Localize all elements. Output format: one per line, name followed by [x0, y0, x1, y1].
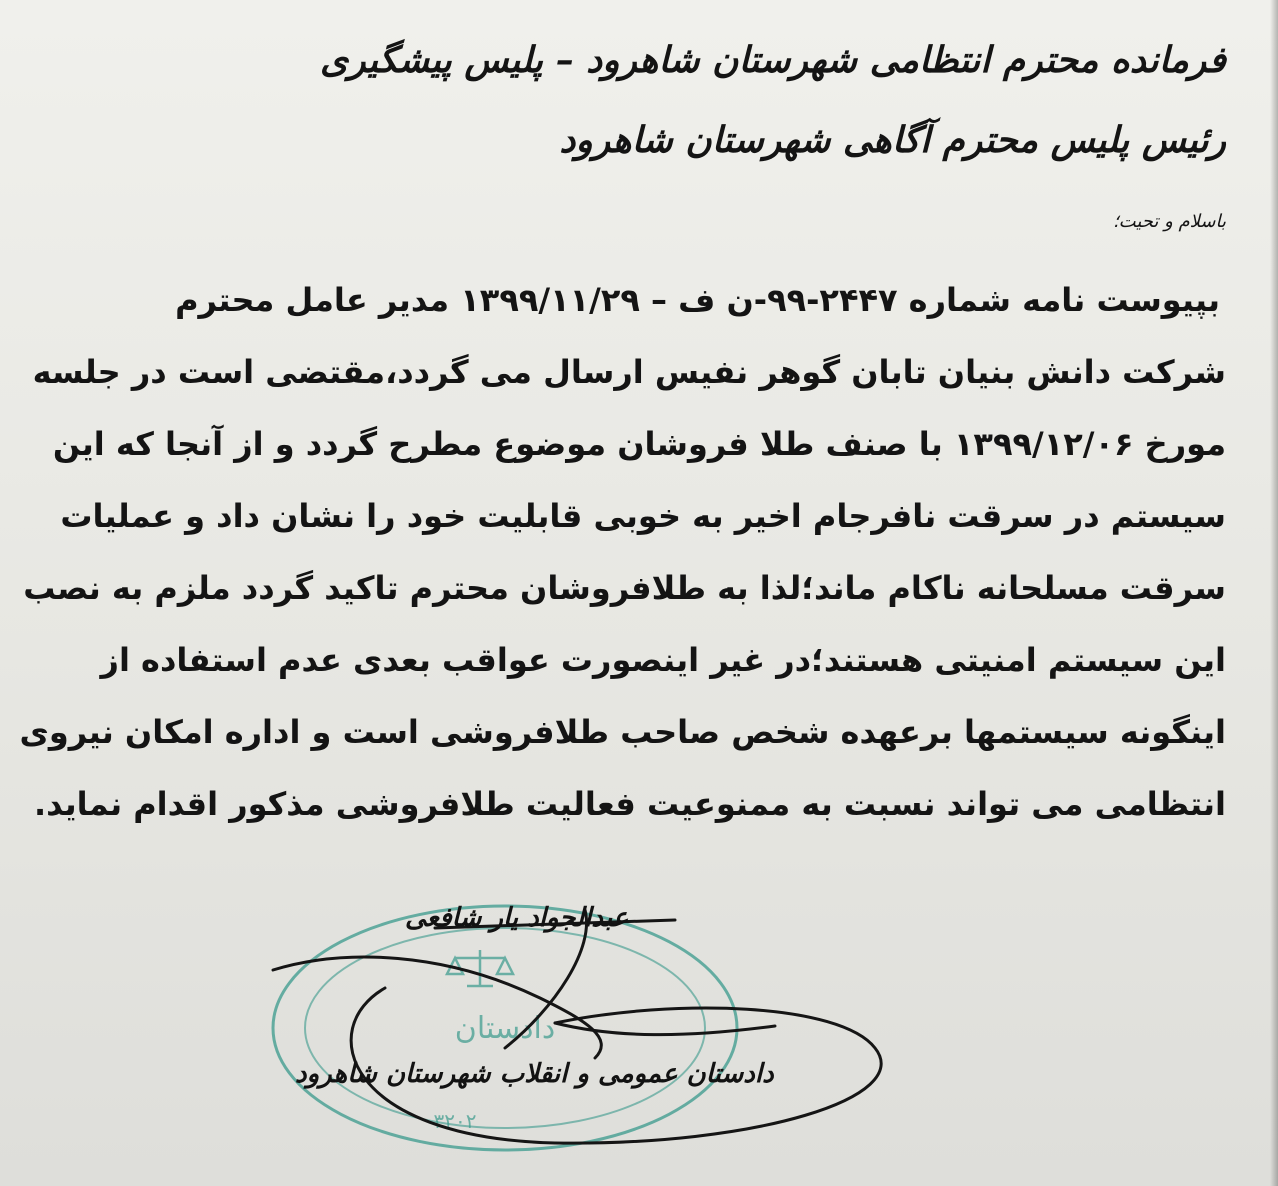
body-line: این سیستم امنیتی هستند؛در غیر اینصورت عواقب بعدی عدم استفاده از [100, 641, 1226, 679]
greeting: باسلام و تحیت؛ [1112, 211, 1226, 232]
addressee-line-2: رئیس پلیس محترم آگاهی شهرستان شاهرود [559, 119, 1226, 161]
handwritten-signature [273, 910, 881, 1143]
signature-block [255, 888, 955, 1178]
body-line: مورخ ۱۳۹۹/۱۲/۰۶ با صنف طلا فروشان موضوع مطرح گردد و از آنجا که این [52, 425, 1226, 463]
body-line: سرقت مسلحانه ناکام ماند؛لذا به طلافروشان محترم تاکید گردد ملزم به نصب [23, 569, 1226, 607]
page-edge-shadow [1270, 0, 1278, 1186]
stamp-center-text: دادستان [454, 1011, 556, 1046]
signer-title: دادستان عمومی و انقلاب شهرستان شاهرود [295, 1059, 774, 1089]
body-line: سیستم در سرقت نافرجام اخیر به خوبی قابلیت خود را نشان داد و عملیات [60, 497, 1226, 535]
body-line: بپیوست نامه شماره ۲۴۴۷-۹۹-ن ف – ۱۳۹۹/۱۱/۲۹ مدیر عامل محترم [175, 281, 1220, 319]
signer-name: عبدالجواد یار شافعی [405, 903, 629, 933]
body-line: شرکت دانش بنیان تابان گوهر نفیس ارسال می گردد،مقتضی است در جلسه [32, 353, 1226, 391]
addressee-line-1: فرمانده محترم انتظامی شهرستان شاهرود – پلیس پیشگیری [320, 39, 1226, 81]
body-line: اینگونه سیستمها برعهده شخص صاحب طلافروشی است و اداره امکان نیروی [19, 713, 1226, 751]
body-line: انتظامی می تواند نسبت به ممنوعیت فعالیت طلافروشی مذکور اقدام نماید. [33, 785, 1226, 823]
stamp-number: ۳۲۰۲ [433, 1109, 477, 1133]
